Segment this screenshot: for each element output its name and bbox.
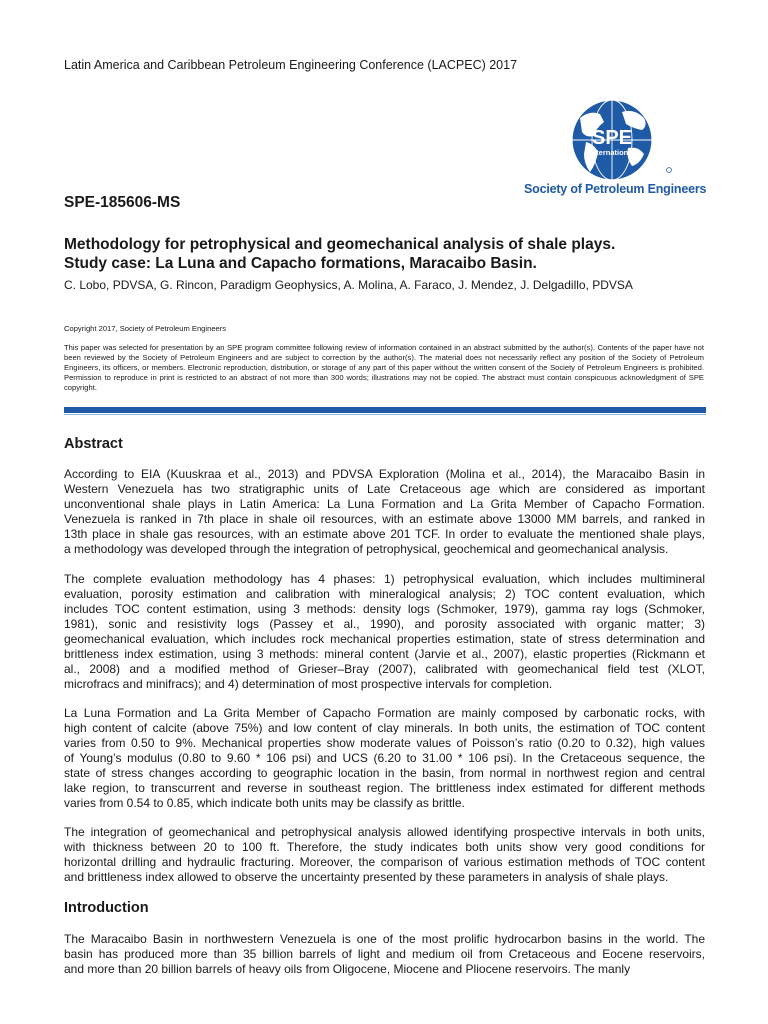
paragraph-line: According to EIA (Kuuskraa et al., 2013) and PDVSA Exploration (Molina et al., 2014), the Maracaibo Basin in xyxy=(64,467,705,481)
copyright-notice: Copyright 2017, Society of Petroleum Engineers xyxy=(64,324,227,333)
paragraph-line: state of stress changes according to geographic location in the basin, from normal in northwest region and central xyxy=(64,766,705,780)
paragraph-line: Venezuela is ranked in 7th place in shale oil resources, with an estimate above 13000 MM barrels, and ranked in xyxy=(64,512,705,526)
paragraph-line: unconventional shale plays in Latin America: La Luna Formation and La Grita Member of Capacho Formation. xyxy=(64,497,705,511)
title-line-2: Study case: La Luna and Capacho formations, Maracaibo Basin. xyxy=(64,255,537,272)
title-line-1: Methodology for petrophysical and geomechanical analysis of shale plays. xyxy=(64,236,616,253)
conference-name: Latin America and Caribbean Petroleum Engineering Conference (LACPEC) 2017 xyxy=(64,58,518,72)
paragraph-line: with thickness between 20 to 100 ft. Therefore, the study indicates both units show very good conditions for xyxy=(64,840,705,854)
paragraph-line: lake region, to transcurrent and reverse in southeast region. The brittleness index estimated for different methods xyxy=(64,781,705,795)
paragraph-line: brittleness index estimation, using 3 methods: mineral content (Jarvie et al., 2007), elastic properties (Rickmann et xyxy=(64,647,705,661)
logo-caption: Society of Petroleum Engineers xyxy=(524,182,707,196)
paragraph-line: a methodology was developed through the integration of petrophysical, geochemical and geomechanical analysis. xyxy=(64,542,669,556)
paragraph-line: basin has produced more than 35 billion barrels of light and medium oil from Cretaceous and Eocene reservoirs, xyxy=(64,947,705,961)
introduction-paragraph-1 xyxy=(64,932,705,977)
paragraph-line: geomechanical evaluation, which includes rock mechanical properties estimation, state of stress determination and xyxy=(64,632,705,646)
paragraph-line: varies from 0.50 to 9%. Mechanical properties show moderate values of Poisson’s ratio (0.20 to 0.32), high values xyxy=(64,736,705,750)
paragraph-line: The integration of geomechanical and petrophysical analysis allowed identifying prospective intervals in both units, xyxy=(64,825,705,839)
abstract-paragraph-2 xyxy=(64,572,705,692)
logo-wordmark: SPE xyxy=(591,127,633,149)
paragraph-line: high content of calcite (above 75%) and low content of clay minerals. In both units, the estimation of TOC content xyxy=(64,721,705,735)
paragraph-line: of Young’s modulus (0.80 to 9.60 * 106 psi) and UCS (6.20 to 31.00 * 106 psi). In the Cretaceous sequence, the xyxy=(64,751,705,765)
paper-title xyxy=(64,235,714,273)
paragraph-line: varies from 0.54 to 0.85, which indicate both units may be classify as brittle. xyxy=(64,796,465,810)
logo-subtitle: International xyxy=(589,148,635,157)
section-divider-thin xyxy=(64,414,706,415)
introduction-heading: Introduction xyxy=(64,900,149,916)
paragraph-line: evaluation, porosity estimation and calibration with mineralogical analysis; 2) TOC content evaluation, which xyxy=(64,587,705,601)
paragraph-line: microfracs and minifracs); and 4) determination of most prospective intervals for completion. xyxy=(64,677,553,691)
paragraph-line: horizontal drilling and hydraulic fracturing. Moreover, the comparison of various estimation methods of TOC content xyxy=(64,855,705,869)
abstract-paragraph-3 xyxy=(64,706,705,811)
spe-logo xyxy=(524,98,707,202)
abstract-paragraph-1 xyxy=(64,467,705,557)
paragraph-line: La Luna Formation and La Grita Member of Capacho Formation are mainly composed by carbonatic rocks, with xyxy=(64,706,705,720)
paragraph-line: 13th place in shale gas resources, with an estimate above 201 TCF. In order to evaluate the mentioned shale plays, xyxy=(64,527,705,541)
abstract-heading: Abstract xyxy=(64,436,123,452)
paragraph-line: The Maracaibo Basin in northwestern Venezuela is one of the most prolific hydrocarbon basins in the world. The xyxy=(64,932,705,946)
paragraph-line: The complete evaluation methodology has 4 phases: 1) petrophysical evaluation, which includes multimineral xyxy=(64,572,705,586)
paragraph-line: al., 2008) and a modified method of Grieser–Bray (2007), calibrated with geomechanical field test (XLOT, xyxy=(64,662,705,676)
disclaimer-text: This paper was selected for presentation by an SPE program committee following review of information contained in an abstract submitted by the author(s). Contents of the paper have not been reviewed by the Society of Petroleum Engineers and are subject to correction by the author(s). The material does not necessarily reflect any position of the Society of Petroleum Engineers, its officers, or members. Electronic reproduction, distribution, or storage of any part of this paper without the written consent of the Society of Petroleum Engineers is prohibited. Permission to reproduce in print is restricted to an abstract of not more than 300 words; illustrations may not be copied. The abstract must contain conspicuous acknowledgment of SPE copyright. xyxy=(64,343,704,392)
paragraph-line: and brittleness index allowed to observe the uncertainty presented by these parameters in analysis of shale plays. xyxy=(64,870,669,884)
section-divider xyxy=(64,407,706,413)
spe-globe-icon xyxy=(524,98,700,182)
paragraph-line: 1981), sonic and resistivity logs (Passey et al., 1990), and porosity associated with organic matter; 3) xyxy=(64,617,705,631)
paper-id: SPE-185606-MS xyxy=(64,194,181,211)
paragraph-line: Western Venezuela has two stratigraphic units of Late Cretaceous age which are considered as important xyxy=(64,482,705,496)
paragraph-line: includes TOC content estimation, using 3 methods: density logs (Schmoker, 1979), gamma ray logs (Schmoker, xyxy=(64,602,705,616)
authors: C. Lobo, PDVSA, G. Rincon, Paradigm Geophysics, A. Molina, A. Faraco, J. Mendez, J. Delgadillo, PDVSA xyxy=(64,278,633,292)
paragraph-line: and more than 20 billion barrels of heavy oils from Oligocene, Miocene and Pliocene reservoirs. The manly xyxy=(64,962,631,976)
abstract-paragraph-4 xyxy=(64,825,705,885)
